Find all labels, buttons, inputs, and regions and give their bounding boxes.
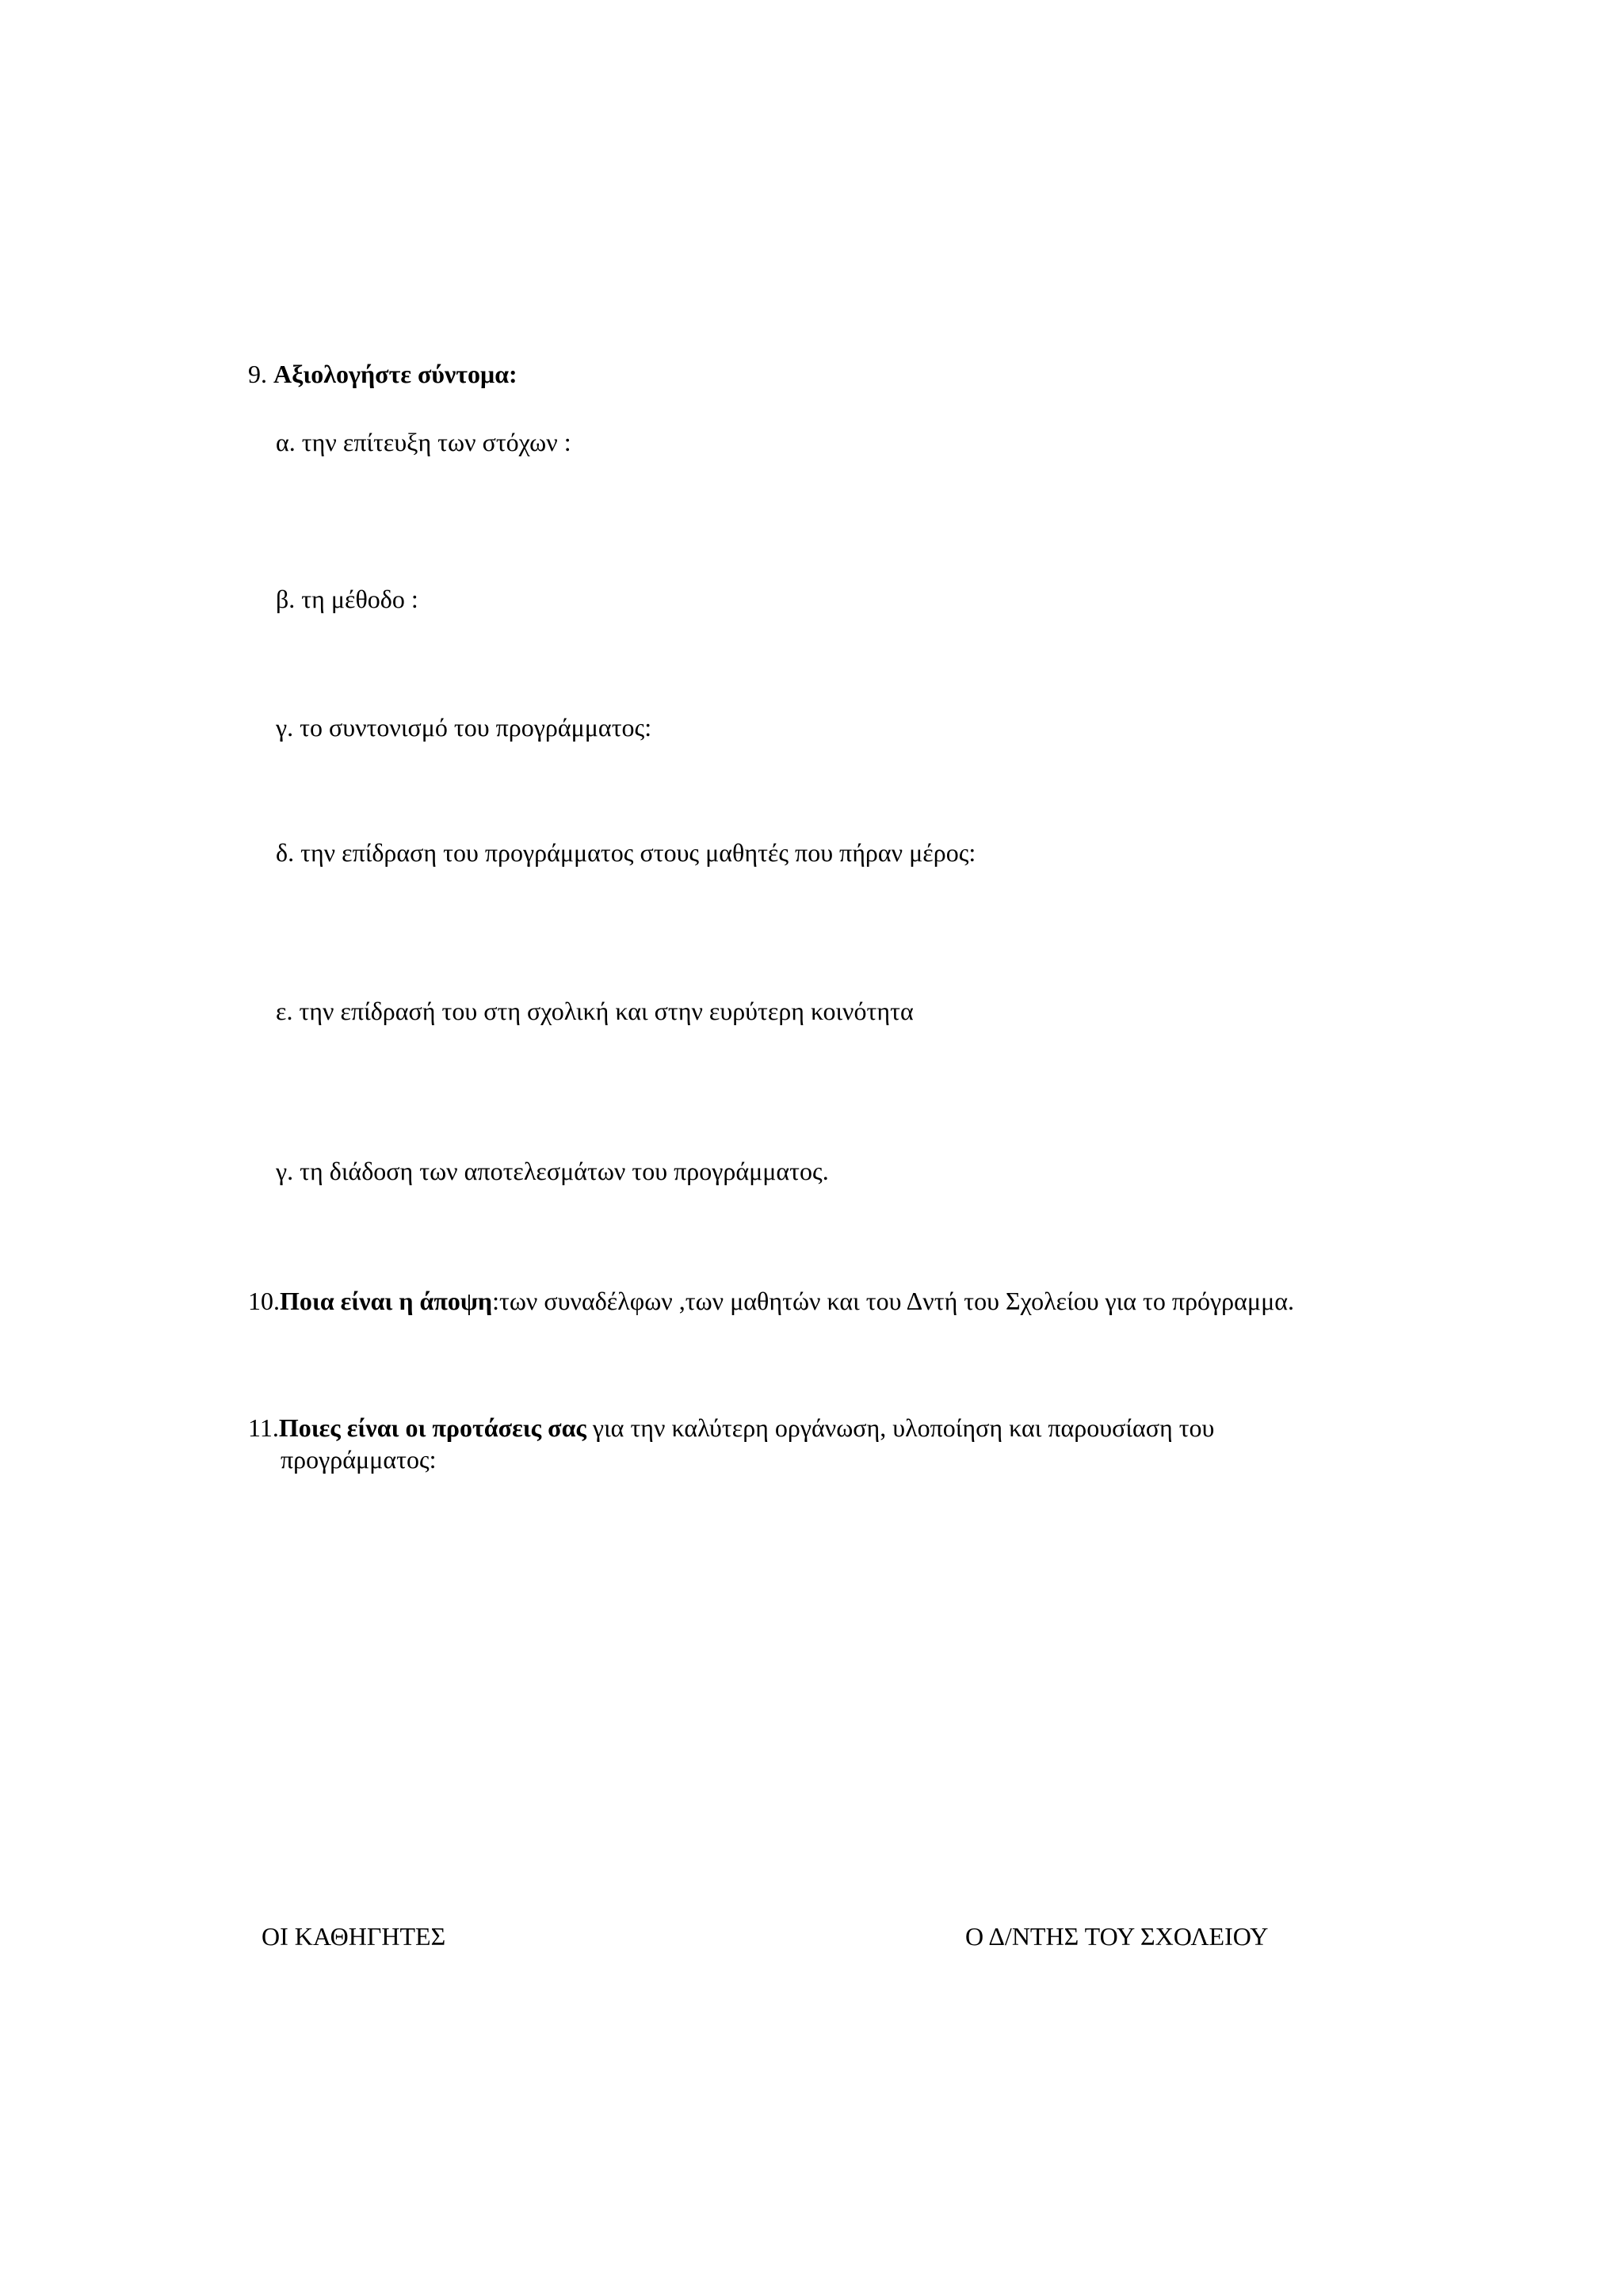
question-11-number: 11. bbox=[248, 1413, 279, 1442]
question-11-continuation: προγράμματος: bbox=[281, 1445, 437, 1474]
question-9-heading bbox=[248, 358, 517, 390]
question-11-text: για την καλύτερη οργάνωση, υλοποίηση και παρουσίαση του bbox=[586, 1413, 1215, 1442]
question-9-number: 9. bbox=[248, 360, 273, 388]
question-11 bbox=[248, 1412, 1214, 1444]
question-9-item-d: δ. την επίδραση του προγράμματος στους μαθητές που πήραν μέρος: bbox=[276, 838, 976, 867]
question-10-number: 10. bbox=[248, 1287, 280, 1315]
question-9-item-b: β. τη μέθοδο : bbox=[276, 585, 418, 613]
question-11-bold: Ποιες είναι οι προτάσεις σας bbox=[278, 1413, 586, 1442]
question-10-bold: Ποια είναι η άποψη bbox=[280, 1287, 493, 1315]
question-9-item-c: γ. το συντονισμό του προγράμματος: bbox=[276, 713, 652, 742]
question-9-item-e: ε. την επίδρασή του στη σχολική και στην ευρύτερη κοινότητα bbox=[276, 997, 914, 1025]
question-9-item-f: γ. τη διάδοση των αποτελεσμάτων του προγράμματος. bbox=[276, 1157, 829, 1185]
question-10 bbox=[248, 1285, 1294, 1317]
question-9-title: Αξιολογήστε σύντομα: bbox=[273, 360, 517, 388]
question-10-text: :των συναδέλφων ,των μαθητών και του Δντή του Σχολείου για το πρόγραμμα. bbox=[492, 1287, 1294, 1315]
signature-director: Ο Δ/ΝΤΗΣ ΤΟΥ ΣΧΟΛΕΙΟΥ bbox=[965, 1922, 1269, 1951]
signature-teachers: ΟΙ ΚΑΘΗΓΗΤΕΣ bbox=[262, 1922, 446, 1951]
question-9-item-a: α. την επίτευξη των στόχων : bbox=[276, 428, 571, 456]
